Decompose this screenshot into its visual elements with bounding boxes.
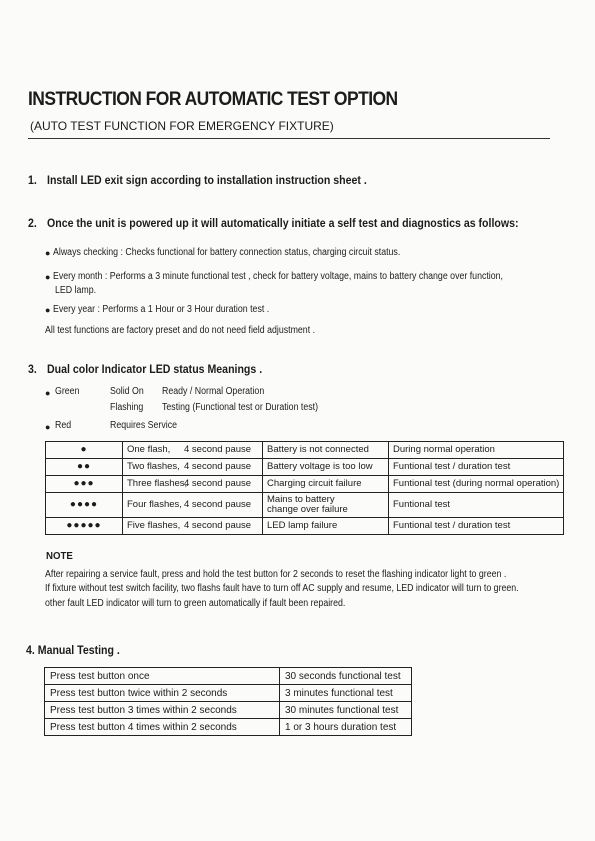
test-result: 30 seconds functional test <box>280 668 412 685</box>
flash-pause: 4 second pause <box>184 461 252 472</box>
test-result: 1 or 3 hours duration test <box>280 719 412 736</box>
red-label: Red <box>55 420 72 431</box>
step-2-note: All test functions are factory preset and do not need field adjustment . <box>45 325 316 336</box>
document-title: INSTRUCTION FOR AUTOMATIC TEST OPTION <box>28 89 398 110</box>
table-row <box>45 685 412 702</box>
table-row <box>45 702 412 719</box>
fault-status: Charging circuit failure <box>263 476 389 493</box>
flash-count: One flash, <box>127 444 171 455</box>
document-subtitle: (AUTO TEST FUNCTION FOR EMERGENCY FIXTURE) <box>30 119 334 133</box>
flash-dots: ●●● <box>46 476 123 493</box>
test-action: Press test button 4 times within 2 seconds <box>45 719 280 736</box>
step-3-text: Dual color Indicator LED status Meanings . <box>47 364 263 376</box>
fault-status: Battery voltage is too low <box>263 459 389 476</box>
bullet-icon: ● <box>45 388 51 398</box>
table-row <box>46 476 564 493</box>
green-flash-meaning: Testing (Functional test or Duration test) <box>162 402 319 413</box>
test-result: 3 minutes functional test <box>280 685 412 702</box>
flash-dots: ●●●●● <box>46 518 123 535</box>
test-action: Press test button once <box>45 668 280 685</box>
bullet-icon: ● <box>45 305 51 315</box>
fault-condition: During normal operation <box>389 442 564 459</box>
step-2-text: Once the unit is powered up it will automatically initiate a self test and diagnostics as follows: <box>47 218 519 230</box>
fault-condition: Funtional test / duration test <box>389 518 564 535</box>
test-action: Press test button 3 times within 2 seconds <box>45 702 280 719</box>
table-row <box>46 442 564 459</box>
bullet-icon: ● <box>45 272 51 282</box>
manual-testing-table <box>44 667 412 736</box>
title-divider <box>28 138 550 139</box>
step-1-number: 1. <box>28 175 37 187</box>
note-line: After repairing a service fault, press and hold the test button for 2 seconds to reset the flashing indicator light to green . <box>45 569 507 580</box>
green-flash: Flashing <box>110 402 144 413</box>
green-solid-meaning: Ready / Normal Operation <box>162 386 265 397</box>
flash-pause: 4 second pause <box>184 444 252 455</box>
note-line: If fixture without test switch facility, two flashs fault have to turn off AC supply and resume, LED indicator will turn to green. <box>45 583 519 594</box>
fault-status: Battery is not connected <box>263 442 389 459</box>
fault-condition: Funtional test / duration test <box>389 459 564 476</box>
note-heading: NOTE <box>46 550 73 562</box>
flash-count: Two flashes, <box>127 461 180 472</box>
fault-status-cont: change over failure <box>267 504 348 515</box>
flash-dots: ●●●● <box>46 493 123 518</box>
fault-status: Mains to battery <box>267 494 335 505</box>
fault-condition: Funtional test <box>389 493 564 518</box>
bullet-every-month-cont: LED lamp. <box>55 285 97 296</box>
flash-dots: ●● <box>46 459 123 476</box>
flash-count: Four flashes, <box>127 499 182 510</box>
note-line: other fault LED indicator will turn to green automatically if fault been repaired. <box>45 598 346 609</box>
bullet-always: Always checking : Checks functional for battery connection status, charging circuit status. <box>53 247 401 258</box>
bullet-every-month: Every month : Performs a 3 minute functional test , check for battery voltage, mains to battery change over function, <box>53 271 504 282</box>
green-label: Green <box>55 386 80 397</box>
flash-count: Five flashes, <box>127 520 181 531</box>
table-row <box>45 719 412 736</box>
flash-pause: 4 second pause <box>184 478 252 489</box>
table-row <box>46 518 564 535</box>
step-3-number: 3. <box>28 364 37 376</box>
table-row <box>46 493 564 518</box>
bullet-icon: ● <box>45 422 51 432</box>
step-2-number: 2. <box>28 218 37 230</box>
fault-condition: Funtional test (during normal operation) <box>389 476 564 493</box>
bullet-icon: ● <box>45 248 51 258</box>
table-row <box>46 459 564 476</box>
flash-pause: 4 second pause <box>184 520 252 531</box>
flash-count: Three flashes, <box>127 478 188 489</box>
test-action: Press test button twice within 2 seconds <box>45 685 280 702</box>
red-meaning: Requires Service <box>110 420 178 431</box>
flash-dots: ● <box>46 442 123 459</box>
table-row <box>45 668 412 685</box>
fault-status: LED lamp failure <box>263 518 389 535</box>
step-1-text: Install LED exit sign according to installation instruction sheet . <box>47 175 367 187</box>
flash-pause: 4 second pause <box>184 499 252 510</box>
green-solid: Solid On <box>110 386 144 397</box>
test-result: 30 minutes functional test <box>280 702 412 719</box>
step-4-heading: 4. Manual Testing . <box>26 645 120 657</box>
led-status-table <box>45 441 564 535</box>
bullet-every-year: Every year : Performs a 1 Hour or 3 Hour duration test . <box>53 304 270 315</box>
